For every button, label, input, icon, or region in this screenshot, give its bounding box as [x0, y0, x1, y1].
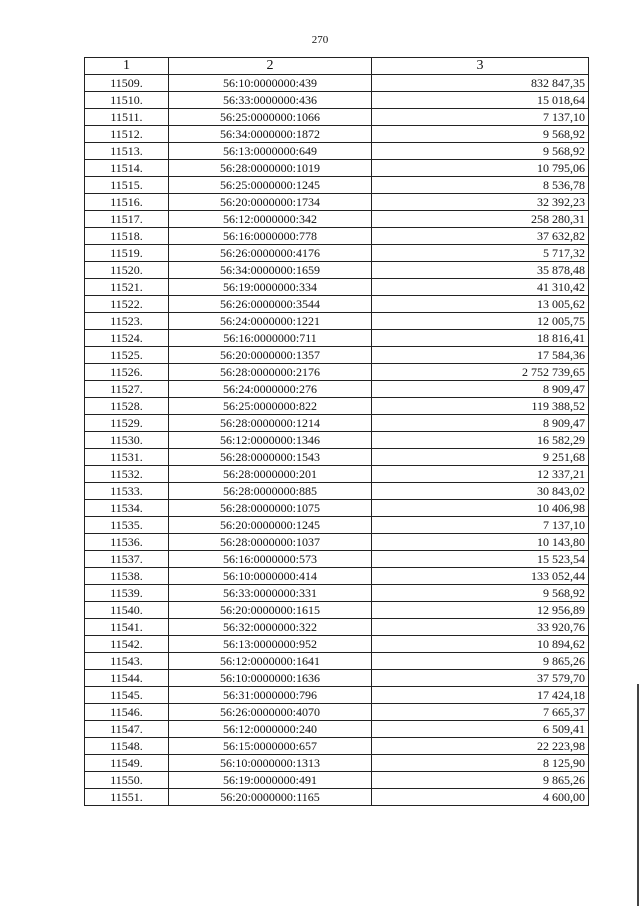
table-row [85, 143, 589, 160]
table-row [85, 245, 589, 262]
table-row [85, 517, 589, 534]
table-row [85, 687, 589, 704]
row-number: 11537. [85, 551, 169, 568]
page-number: 270 [311, 34, 329, 46]
cadastral-number: 56:28:0000000:1075 [169, 500, 372, 517]
amount: 5 717,32 [372, 245, 589, 262]
amount: 133 052,44 [372, 568, 589, 585]
row-number: 11536. [85, 534, 169, 551]
cadastral-number: 56:10:0000000:439 [169, 75, 372, 92]
cadastral-number: 56:33:0000000:436 [169, 92, 372, 109]
row-number: 11540. [85, 602, 169, 619]
row-number: 11526. [85, 364, 169, 381]
row-number: 11524. [85, 330, 169, 347]
table-row [85, 211, 589, 228]
row-number: 11521. [85, 279, 169, 296]
table-row [85, 313, 589, 330]
cadastral-number: 56:10:0000000:1636 [169, 670, 372, 687]
cadastral-number: 56:16:0000000:711 [169, 330, 372, 347]
row-number: 11544. [85, 670, 169, 687]
table-row [85, 381, 589, 398]
table-row [85, 500, 589, 517]
cadastral-number: 56:15:0000000:657 [169, 738, 372, 755]
amount: 15 523,54 [372, 551, 589, 568]
cadastral-number: 56:12:0000000:240 [169, 721, 372, 738]
table-row [85, 568, 589, 585]
cadastral-number: 56:28:0000000:1214 [169, 415, 372, 432]
cadastral-number: 56:26:0000000:4070 [169, 704, 372, 721]
amount: 10 894,62 [372, 636, 589, 653]
amount: 13 005,62 [372, 296, 589, 313]
row-number: 11545. [85, 687, 169, 704]
table-row [85, 75, 589, 92]
table-row [85, 738, 589, 755]
amount: 10 143,80 [372, 534, 589, 551]
row-number: 11517. [85, 211, 169, 228]
cadastral-number: 56:16:0000000:778 [169, 228, 372, 245]
table-row [85, 92, 589, 109]
amount: 10 795,06 [372, 160, 589, 177]
table-row [85, 432, 589, 449]
cadastral-number: 56:12:0000000:1641 [169, 653, 372, 670]
row-number: 11519. [85, 245, 169, 262]
table-row [85, 330, 589, 347]
row-number: 11511. [85, 109, 169, 126]
table-row [85, 534, 589, 551]
table-row [85, 415, 589, 432]
row-number: 11525. [85, 347, 169, 364]
row-number: 11528. [85, 398, 169, 415]
amount: 9 251,68 [372, 449, 589, 466]
amount: 832 847,35 [372, 75, 589, 92]
amount: 9 568,92 [372, 585, 589, 602]
cadastral-number: 56:20:0000000:1615 [169, 602, 372, 619]
column-header-1: 1 [85, 58, 169, 75]
amount: 8 909,47 [372, 381, 589, 398]
table-row [85, 602, 589, 619]
amount: 10 406,98 [372, 500, 589, 517]
cadastral-number: 56:10:0000000:414 [169, 568, 372, 585]
amount: 2 752 739,65 [372, 364, 589, 381]
amount: 258 280,31 [372, 211, 589, 228]
cadastral-number: 56:33:0000000:331 [169, 585, 372, 602]
amount: 7 137,10 [372, 109, 589, 126]
cadastral-number: 56:28:0000000:1019 [169, 160, 372, 177]
table-row [85, 772, 589, 789]
cadastral-number: 56:28:0000000:2176 [169, 364, 372, 381]
table-row [85, 789, 589, 806]
row-number: 11546. [85, 704, 169, 721]
table-row [85, 653, 589, 670]
table-row [85, 279, 589, 296]
amount: 8 909,47 [372, 415, 589, 432]
row-number: 11550. [85, 772, 169, 789]
table-row [85, 160, 589, 177]
amount: 12 337,21 [372, 466, 589, 483]
amount: 8 125,90 [372, 755, 589, 772]
amount: 12 956,89 [372, 602, 589, 619]
amount: 37 579,70 [372, 670, 589, 687]
row-number: 11509. [85, 75, 169, 92]
table-row [85, 636, 589, 653]
row-number: 11532. [85, 466, 169, 483]
table-header [85, 58, 589, 75]
table-row [85, 177, 589, 194]
table-body [85, 75, 589, 806]
row-number: 11551. [85, 789, 169, 806]
row-number: 11542. [85, 636, 169, 653]
row-number: 11514. [85, 160, 169, 177]
amount: 35 878,48 [372, 262, 589, 279]
row-number: 11547. [85, 721, 169, 738]
row-number: 11531. [85, 449, 169, 466]
table-row [85, 194, 589, 211]
amount: 9 865,26 [372, 772, 589, 789]
table-row [85, 296, 589, 313]
amount: 12 005,75 [372, 313, 589, 330]
cadastral-number: 56:24:0000000:1221 [169, 313, 372, 330]
table-row [85, 585, 589, 602]
amount: 9 865,26 [372, 653, 589, 670]
amount: 33 920,76 [372, 619, 589, 636]
cadastral-number: 56:25:0000000:1066 [169, 109, 372, 126]
amount: 17 424,18 [372, 687, 589, 704]
row-number: 11539. [85, 585, 169, 602]
amount: 32 392,23 [372, 194, 589, 211]
cadastral-number: 56:31:0000000:796 [169, 687, 372, 704]
row-number: 11518. [85, 228, 169, 245]
table-row [85, 262, 589, 279]
row-number: 11515. [85, 177, 169, 194]
cadastral-number: 56:12:0000000:1346 [169, 432, 372, 449]
amount: 22 223,98 [372, 738, 589, 755]
row-number: 11549. [85, 755, 169, 772]
cadastral-number: 56:10:0000000:1313 [169, 755, 372, 772]
amount: 7 137,10 [372, 517, 589, 534]
amount: 17 584,36 [372, 347, 589, 364]
cadastral-number: 56:28:0000000:1037 [169, 534, 372, 551]
table-row [85, 364, 589, 381]
cadastral-number: 56:20:0000000:1357 [169, 347, 372, 364]
table-row [85, 704, 589, 721]
cadastral-number: 56:28:0000000:201 [169, 466, 372, 483]
page-edge-line [637, 684, 639, 906]
amount: 8 536,78 [372, 177, 589, 194]
cadastral-number: 56:32:0000000:322 [169, 619, 372, 636]
amount: 6 509,41 [372, 721, 589, 738]
row-number: 11541. [85, 619, 169, 636]
amount: 18 816,41 [372, 330, 589, 347]
cadastral-number: 56:28:0000000:885 [169, 483, 372, 500]
cadastral-number: 56:12:0000000:342 [169, 211, 372, 228]
row-number: 11548. [85, 738, 169, 755]
amount: 9 568,92 [372, 143, 589, 160]
table-row [85, 755, 589, 772]
row-number: 11529. [85, 415, 169, 432]
cadastral-number: 56:26:0000000:3544 [169, 296, 372, 313]
table-row [85, 670, 589, 687]
table-row [85, 721, 589, 738]
cadastral-number: 56:20:0000000:1245 [169, 517, 372, 534]
row-number: 11530. [85, 432, 169, 449]
amount: 119 388,52 [372, 398, 589, 415]
row-number: 11522. [85, 296, 169, 313]
cadastral-number: 56:13:0000000:952 [169, 636, 372, 653]
cadastral-number: 56:13:0000000:649 [169, 143, 372, 160]
row-number: 11538. [85, 568, 169, 585]
table-row [85, 126, 589, 143]
table-row [85, 619, 589, 636]
table-row [85, 483, 589, 500]
row-number: 11523. [85, 313, 169, 330]
row-number: 11520. [85, 262, 169, 279]
row-number: 11512. [85, 126, 169, 143]
table-row [85, 466, 589, 483]
row-number: 11510. [85, 92, 169, 109]
table-row [85, 228, 589, 245]
amount: 7 665,37 [372, 704, 589, 721]
row-number: 11513. [85, 143, 169, 160]
table-row [85, 347, 589, 364]
row-number: 11533. [85, 483, 169, 500]
row-number: 11543. [85, 653, 169, 670]
cadastral-number: 56:26:0000000:4176 [169, 245, 372, 262]
amount: 15 018,64 [372, 92, 589, 109]
header-row [85, 58, 589, 75]
amount: 9 568,92 [372, 126, 589, 143]
cadastral-number: 56:24:0000000:276 [169, 381, 372, 398]
row-number: 11516. [85, 194, 169, 211]
table-row [85, 551, 589, 568]
amount: 41 310,42 [372, 279, 589, 296]
cadastral-number: 56:25:0000000:822 [169, 398, 372, 415]
table-row [85, 449, 589, 466]
column-header-3: 3 [372, 58, 589, 75]
cadastral-number: 56:16:0000000:573 [169, 551, 372, 568]
cadastral-number: 56:19:0000000:334 [169, 279, 372, 296]
row-number: 11527. [85, 381, 169, 398]
amount: 30 843,02 [372, 483, 589, 500]
table-row [85, 398, 589, 415]
data-table [84, 57, 589, 806]
amount: 16 582,29 [372, 432, 589, 449]
cadastral-number: 56:34:0000000:1872 [169, 126, 372, 143]
column-header-2: 2 [169, 58, 372, 75]
cadastral-number: 56:34:0000000:1659 [169, 262, 372, 279]
cadastral-number: 56:19:0000000:491 [169, 772, 372, 789]
table-row [85, 109, 589, 126]
row-number: 11534. [85, 500, 169, 517]
amount: 37 632,82 [372, 228, 589, 245]
cadastral-number: 56:25:0000000:1245 [169, 177, 372, 194]
cadastral-number: 56:20:0000000:1734 [169, 194, 372, 211]
amount: 4 600,00 [372, 789, 589, 806]
cadastral-number: 56:28:0000000:1543 [169, 449, 372, 466]
cadastral-number: 56:20:0000000:1165 [169, 789, 372, 806]
row-number: 11535. [85, 517, 169, 534]
